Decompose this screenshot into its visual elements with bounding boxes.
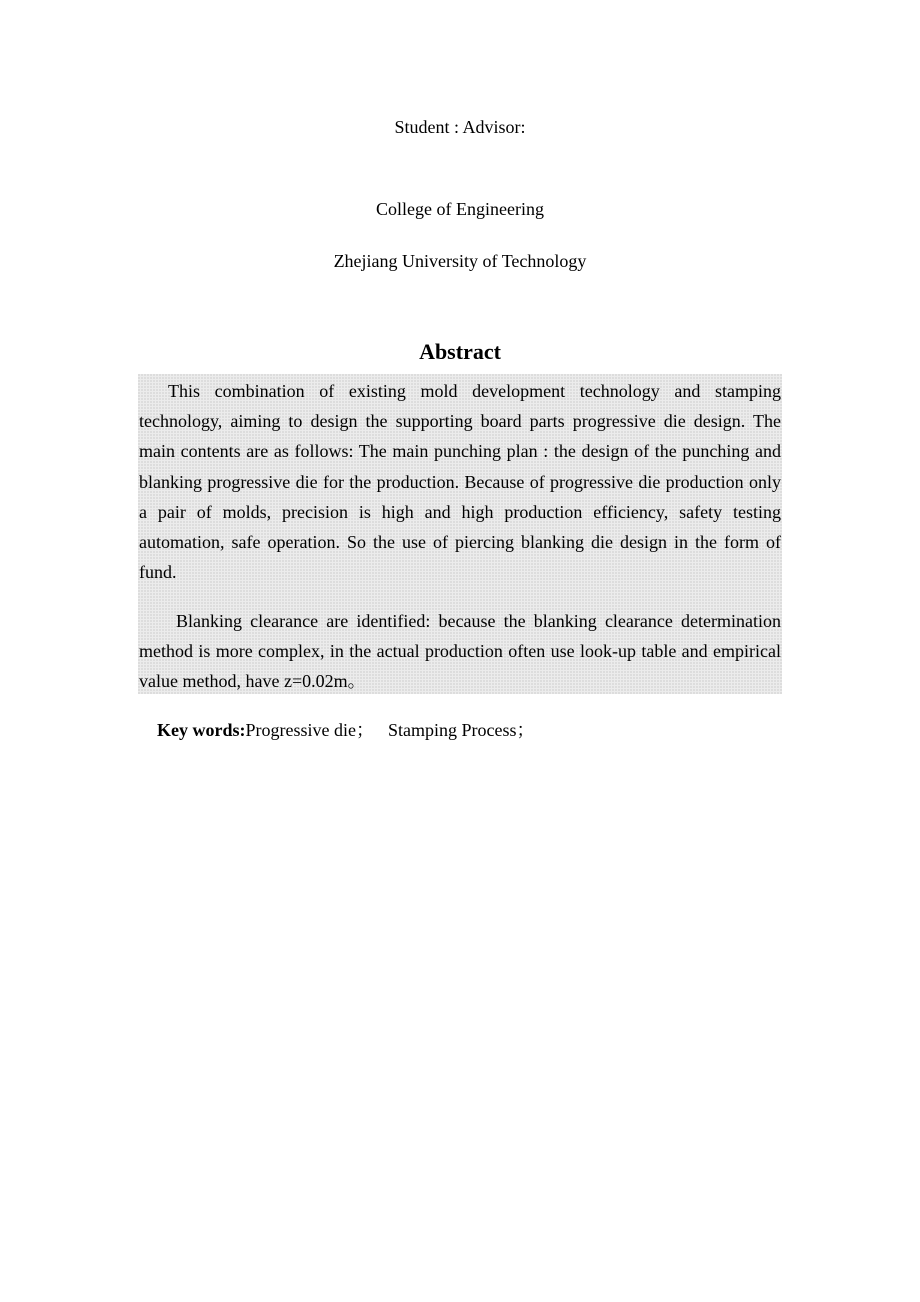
university-name: Zhejiang University of Technology xyxy=(333,251,587,271)
keywords-label: Key words: xyxy=(157,720,246,740)
college-name: College of Engineering xyxy=(376,199,544,219)
student-advisor-line: Student : Advisor: xyxy=(394,117,526,137)
abstract-heading: Abstract xyxy=(419,339,501,364)
keywords-line xyxy=(157,718,534,742)
keyword-item: Progressive die； xyxy=(245,720,374,740)
abstract-paragraph-2: Blanking clearance are identified: because the blanking clearance determination method is more complex, in the actual production often use look-up table and empirical value method, have z=0.02m。 xyxy=(139,611,781,692)
keyword-item: Stamping Process； xyxy=(387,720,535,740)
abstract-paragraph-1: This combination of existing mold development technology and stamping technology, aiming to design the supporting board parts progressive die design. The main contents are as follows: The main punching plan : the design of the punching and blanking progressive die for the production. Because of progressive die production only a pair of molds, precision is high and high production efficiency, safety testing automation, safe operation. So the use of piercing blanking die design in the form of fund. xyxy=(139,381,781,583)
